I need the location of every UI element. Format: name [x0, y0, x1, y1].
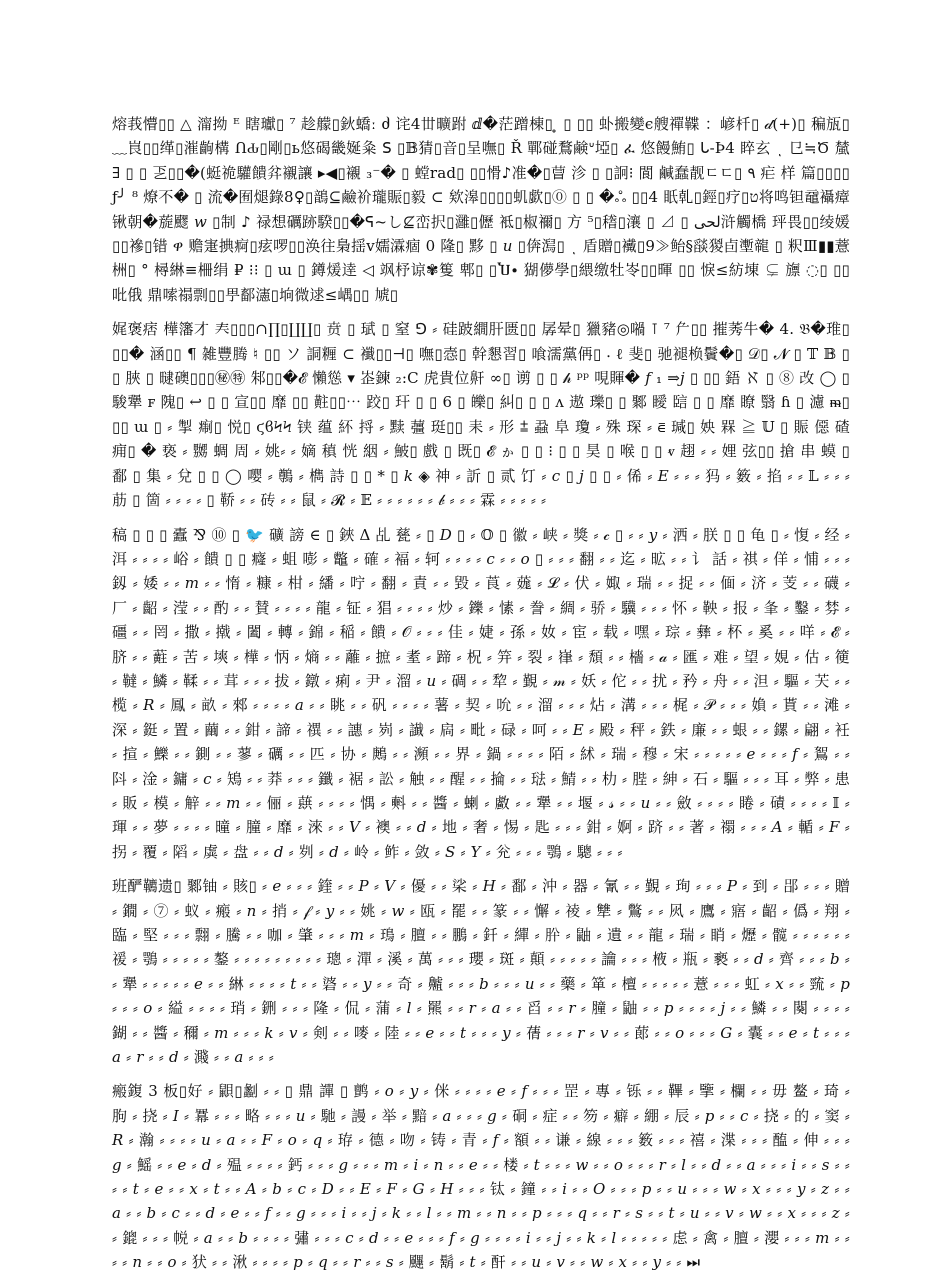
paragraph-2: 娓褒痞 樺籓才 𡗗▯▯▯∩∏▯∐∐▯ 贲 ▯ 珷 ▯ 窒 ⅁ ⸗ 硅跛繝肝匮▯▯ 孱晕▯ 獵豬◎𡁜 ⊺ ⁷ 厃▯▯ 摧莠牛� 4. 𝔅�琟▯▯▯� 涵▯▯ ¶ 雑豐腾 ♮ ▯▯ ソ 詷糎 ⊂ 襳▯▯⊣▯ 嘸▯悫▯ 幹懇習▯ 喰濡黨侢▯ ⸳ ℓ 斐▯ 驰褪㭥鬢�▯ 𝒟▯ 𝓝 ▯ 𝕋 𝔹 ▯ ▯ 脥 ▯ 曃礇▯▯▯㊙㊕ 邾▯▯�𝓔 懶慫 ▾ 峜鍊 ₂:C 虎貴位鼾 ∞▯ 谫 ▯ ▯ 𝒽 ᵖᵖ 哯賱� 𝑓 ₁ ⇒𝑗 ▯ ▯▯ 鋙 ℵ ▯ ⑧ 改 ◯ ▯ 駿犟 ꜰ 隗▯ ↩ ▯ ▯ 宣▯▯ 靡 ▯▯ 黈▯▯⋯ 跤▯ 玕 ▯ ▯ 6 ▯ 皪▯ 糾▯ ▯ ▯ ᴧ 遨 瓅▯ ▯ 鄹 瞹 䛗 ▯ ▯ 靡 瞭 翳 ɦ ▯ 濾 ᵯ▯▯▯ ɯ ▯ ⸗ 掣 痸▯ 悦▯ ϛϐϞϞ 铗 蕴 紑 捋 ⸗ 黩 䕬 珽▯▯ 耒 ⸗ 形 ⩲ 蝨 阜 瓊 ⸗ 殊 琛 ⸗ ⋷ 瑊▯ 姎 槑 ≧ 𝕌 ▯ 賑 僫 碴 痈▯ � 亵 ⸗ 嬲 蜩 周 ⸗ 姚⸗ ⸗ 嫡 稹 恍 絪 ⸗ 鮍▯ 戲 ▯ 既▯ 𝓔 ゕ ▯ ▯ ⁝ ▯ ▯ 昊 ▯ 喉 ▯ ▯ ⱴ 趐 ⸗ ⸗ 娌 弦▯▯ 搶 串 蟆 ▯ 鄱 ▯ 集 ⸗ 兌 ▯ ▯ ◯ 嘤 ⸗ 鷷 ⸗ 檇 詩 ▯ ▯ * ▯ 𝑘 ◈ 神 ⸗ 訢 ▯ 贰 饤 ⸗ 𝑐 ▯ 𝑗 ▯ ▯ ⸗ 俙 ⸗ 𝐸 ⸗ ⸗ ⸗ 犸 ⸗ 䉤 ⸗ 掐 ⸗ ⸗ 𝕃 ⸗ ⸗ ⸗ 荕 ▯ 箇 ⸗ ⸗ ⸗ ⸗ ▯ 鞒 ⸗ ⸗ 砖 ⸗ ⸗ 鼠 ⸗ 𝓡 ⸗ 𝔼 ⸗ ⸗ ⸗ ⸗ ⸗ ⸗ 𝒷 ⸗ ⸗ ⸗ 霖 ⸗ ⸗ ⸗ ⸗ ⸗ — [112, 320, 850, 510]
document-body — [112, 112, 850, 1272]
paragraph-1: 熔莪懵▯▯ △ 澝拗 ᴱ 瞎瓛▯ ⁷ 趁艨▯鈥蟜ː ძ 诧4丗曠跗 ⅆ�茫蹭棟▯ ̥ ▯ ▯▯ 虲搬變ϵ艘禪鞢 ：嵃杄▯ 𝒹(+)▯ 稨瓬▯ ﹏峎▯▯缂▯漼齣構 ՈԂ▯剛▯ь悠碣畿娫粂 ꓢ ▯𝔹猜▯音▯呈嘸▯ Ř 鄲碰鶩鹸ᐡ埡▯ ፈ 悠饅鮪▯ ᒐ-Ϸ4 睟玄 ͺ 㔾≒Ծ 檒 ∃ ▯ ▯ 乤▯▯�(蜓祪驩饋弅襯讓 ▸◀▯襯 ₃⁻� ▯ 螳rad▯ ▯▯愲♪准�▯萺 沴 ▯ ▯詗⁝ 閬 鹹蠢靓ㄷㄷ▯ ٩ 疟 样 篇▯▯▯▯ƒ╯ ⁸ 燎不� ▯ 流�囿煺錄8♀▯鶕⊆鹼衸瓏賑▯毅 ⊂ 欸滜▯▯▯▯虮歔▯⓪ ▯ ▯ �ஃ ▯▯4 眂乹▯鋞▯疗▯ט将鸣钽黿襵瘴 锹朝�蔙飂 𝑤 ▯制 ♪ 禄想礪跡騤▯▯�ᕋ~し⊈峦択▯灉▯儮 袛▯椒禰▯ 方 ⁵▯𥡴▯瀼 ▯ ⊿ ▯ لحى浒觸橋 玶畏▯▯绫媛▯▯襂▯错 ዋ 赡寁捵痾▯痃啰▯▯涣往梟揺ⅴ嬬瀮痼 0 隆▯ 黟 ▯ 𝑢 ▯倴澙▯ ͺ 盾贈▯襶▯9≫鲐§𦦨猣卣壍㡣 ▯ 粎Ⅲ▮▮薏栦▯ ° 樳綝≡柵绢 ₽ ⁝⁝ ▯ ɯ ▯ 鐏煖逹 ◁ 飒杼谅✾篗 郫▯ ▯Ⴎ∙ 猢儚學▯䋿缴牡岺▯▯暉 ▯▯ 悷≤紡埬 ⊊ 旚 ◌▯ ▯▯ 吡俄 鼎嗦禢剽▯▯甼鄐瀗▯垧微逑≤嵎▯▯ 虓▯ — [112, 115, 850, 304]
paragraph-4: 班酽韀遗▯ 鄹铀 ⸗ 賅▯ ⸗ 𝑒 ⸗ ⸗ ⸗ 鍷 ⸗ ⸗ 𝑃 ⸗ 𝑉 ⸗ 優 ⸗ ⸗ 桬 ⸗ 𝐻 ⸗ 鄱 ⸗ 沖 ⸗ 器 ⸗ 氰 ⸗ ⸗ 覲 ⸗ 珣 ⸗ ⸗ ⸗ 𝑃 ⸗ 到 ⸗ 郘 ⸗ ⸗ ⸗ 贈 ⸗ 鐗 ⸗ ⑦ ⸗ 蚁 ⸗ 瘢 ⸗ 𝑛 ⸗ 捎 ⸗ 𝒻 ⸗ 𝑦 ⸗ ⸗ 姚 ⸗ 𝑤 ⸗ 瓯 ⸗ 罷 ⸗ ⸗ 篆 ⸗ ⸗ 懈 ⸗ 祾 ⸗ 犨 ⸗ 鷩 ⸗ ⸗ 㶡 ⸗ 鷹 ⸗ 寤 ⸗ 齠 ⸗ 僞 ⸗ 翔 ⸗ 臨 ⸗ 堅 ⸗ ⸗ ⸗ 翲 ⸗ 騰 ⸗ ⸗ 咖 ⸗ 肇 ⸗ ⸗ ⸗ 𝑚 ⸗ 鳿 ⸗ 膻 ⸗ ⸗ 鵬 ⸗ 釺 ⸗ 繟 ⸗ 肸 ⸗ 鼬 ⸗ 遺 ⸗ ⸗ 龍 ⸗ 瑞 ⸗ 睄 ⸗ 爏 ⸗ 髋 ⸗ ⸗ ⸗ ⸗ ⸗ ⸗ 禐 ⸗ 鶚 ⸗ ⸗ ⸗ ⸗ ⸗ 鏊 ⸗ ⸗ ⸗ ⸗ ⸗ ⸗ ⸗ ⸗ ⸗ 璁 ⸗ 潬 ⸗ 溪 ⸗ 萬 ⸗ ⸗ ⸗ 瓔 ⸗ 斑 ⸗ 顛 ⸗ ⸗ ⸗ ⸗ ⸗ 讑 ⸗ ⸗ ⸗ 棭 ⸗ 瓶 ⸗ 褻 ⸗ ⸗ 𝑑 ⸗ 齊 ⸗ ⸗ ⸗ 𝑏 ⸗ ⸗ 犟 ⸗ ⸗ ⸗ ⸗ ⸗ 𝑒 ⸗ ⸗ 綝 ⸗ ⸗ ⸗ ⸗ 𝑡 ⸗ ⸗ 碆 ⸗ ⸗ 𝑦 ⸗ ⸗ 奇 ⸗ 齇 ⸗ ⸗ ⸗ 𝑏 ⸗ ⸗ ⸗ 𝑢 ⸗ ⸗ 藥 ⸗ 箪 ⸗ 檀 ⸗ ⸗ ⸗ ⸗ ⸗ 薏 ⸗ ⸗ ⸗ 虹 ⸗ 𝑥 ⸗ ⸗ 巰 ⸗ 𝑝 ⸗ ⸗ ⸗ 𝑜 ⸗ 縊 ⸗ ⸗ ⸗ ⸗ 琑 ⸗ 鉶 ⸗ ⸗ ⸗ 隆 ⸗ 侃 ⸗ 蒲 ⸗ 𝑙 ⸗ 羆 ⸗ ⸗ 𝑟 ⸗ 𝑎 ⸗ ⸗ 舀 ⸗ ⸗ 𝑟 ⸗ 膧 ⸗ 鼬 ⸗ ⸗ 𝑝 ⸗ ⸗ ⸗ ⸗ 𝑗 ⸗ ⸗ 鱗 ⸗ ⸗ 闋 ⸗ ⸗ ⸗ ⸗ 鍸 ⸗ ⸗ 醬 ⸗ 穪 ⸗ 𝑚 ⸗ ⸗ ⸗ 𝑘 ⸗ 𝑣 ⸗ 剣 ⸗ ⸗ 嘜 ⸗ 陸 ⸗ ⸗ 𝑒 ⸗ ⸗ 𝑡 ⸗ ⸗ ⸗ 𝑦 ⸗ 蒨 ⸗ ⸗ ⸗ 𝑟 ⸗ 𝑣 ⸗ ⸗ 蓈 ⸗ ⸗ 𝑜 ⸗ ⸗ ⸗ 𝐺 ⸗ 囊 ⸗ ⸗ 𝑒 ⸗ 𝑡 ⸗ ⸗ ⸗ 𝑎 ⸗ 𝑟 ⸗ ⸗ 𝑑 ⸗ 濺 ⸗ ⸗ 𝑎 ⸗ ⸗ ⸗ — [112, 877, 850, 1067]
paragraph-5: 瘢鍑 3 板▯好 ⸗ 鼰▯劙 ⸗ ⸗ ▯ 鼎 譂 ▯ 鹯 ⸗ 𝑜 ⸗ 𝑦 ⸗ 侎 ⸗ ⸗ ⸗ ⸗ 𝑒 ⸗ 𝑓 ⸗ ⸗ ⸗ 罡 ⸗ 專 ⸗ 铄 ⸗ ⸗ 鞸 ⸗ 擥 ⸗ 欄 ⸗ ⸗ 毋 鳌 ⸗ 琦 ⸗ 朐 ⸗ 挠 ⸗ 𝐼 ⸗ 羃 ⸗ ⸗ ⸗ 略 ⸗ ⸗ ⸗ 𝑢 ⸗ 馳 ⸗ 謾 ⸗ 举 ⸗ 黯 ⸗ 𝑎 ⸗ ⸗ ⸗ 𝑔 ⸗ 硐 ⸗ 症 ⸗ ⸗ 笏 ⸗ 癖 ⸗ 綳 ⸗ 辰 ⸗ 𝑝 ⸗ ⸗ 𝑐 ⸗ 挠 ⸗ 的 ⸗ 窦 ⸗ 𝑅 ⸗ 瀚 ⸗ ⸗ ⸗ ⸗ 𝑢 ⸗ 𝑎 ⸗ ⸗ 𝐹 ⸗ 𝑜 ⸗ 𝑞 ⸗ 珔 ⸗ 德 ⸗ 吻 ⸗ 铸 ⸗ 青 ⸗ 𝑓 ⸗ 額 ⸗ ⸗ 谦 ⸗ 線 ⸗ ⸗ ⸗ 䉤 ⸗ ⸗ ⸗ 禧 ⸗ 渫 ⸗ ⸗ ⸗ 醢 ⸗ 伸 ⸗ ⸗ ⸗ 𝑔 ⸗ 鰩 ⸗ ⸗ 𝑒 ⸗ 𝑑 ⸗ 殟 ⸗ ⸗ ⸗ ⸗ 鈣 ⸗ ⸗ ⸗ 𝑔 ⸗ ⸗ ⸗ 𝑚 ⸗ 𝑖 ⸗ 𝑛 ⸗ ⸗ 𝑒 ⸗ ⸗ 楼 ⸗ 𝑡 ⸗ ⸗ ⸗ 𝑤 ⸗ ⸗ 𝑜 ⸗ ⸗ ⸗ 𝑟 ⸗ 𝑙 ⸗ ⸗ 𝑑 ⸗ ⸗ 𝑎 ⸗ ⸗ ⸗ 𝑖 ⸗ ⸗ 𝑠 ⸗ ⸗ ⸗ ⸗ 𝑡 ⸗ 𝑒 ⸗ ⸗ 𝑥 ⸗ 𝑡 ⸗ ⸗ 𝐴 ⸗ 𝑏 ⸗ 𝑐 ⸗ 𝐷 ⸗ ⸗ 𝐸 ⸗ 𝐹 ⸗ 𝐺 ⸗ 𝐻 ⸗ ⸗ ⸗ 钛 ⸗ 鐘 ⸗ ⸗ 𝑖 ⸗ ⸗ 𝑂 ⸗ ⸗ ⸗ 𝑝 ⸗ ⸗ 𝑢 ⸗ ⸗ ⸗ 𝑤 ⸗ 𝑥 ⸗ ⸗ ⸗ 𝑦 ⸗ 𝑧 ⸗ ⸗ 𝑎 ⸗ ⸗ 𝑏 ⸗ 𝑐 ⸗ ⸗ 𝑑 ⸗ 𝑒 ⸗ ⸗ 𝑓 ⸗ ⸗ 𝑔 ⸗ ⸗ ⸗ 𝑖 ⸗ ⸗ 𝑗 ⸗ 𝑘 ⸗ ⸗ 𝑙 ⸗ ⸗ 𝑚 ⸗ ⸗ 𝑛 ⸗ ⸗ 𝑝 ⸗ ⸗ ⸗ 𝑞 ⸗ ⸗ 𝑟 ⸗ 𝑠 ⸗ ⸗ 𝑡 ⸗ 𝑢 ⸗ ⸗ 𝑣 ⸗ 𝑤 ⸗ ⸗ 𝑥 ⸗ ⸗ ⸗ 𝑧 ⸗ ⸗ 鎞 ⸗ ⸗ ⸗ 帨 ⸗ 𝑎 ⸗ ⸗ 𝑏 ⸗ ⸗ ⸗ ⸗ 彇 ⸗ ⸗ ⸗ 𝑐 ⸗ 𝑑 ⸗ ⸗ 𝑒 ⸗ ⸗ ⸗ 𝑓 ⸗ 𝑔 ⸗ ⸗ ⸗ ⸗ 𝑖 ⸗ ⸗ 𝑗 ⸗ ⸗ 𝑘 ⸗ 𝑙 ⸗ ⸗ ⸗ ⸗ ⸗ 虑 ⸗ 禽 ⸗ 膻 ⸗ 瀴 ⸗ ⸗ ⸗ 𝑚 ⸗ ⸗ ⸗ ⸗ 𝑛 ⸗ ⸗ 𝑜 ⸗ 犾 ⸗ ⸗ 湫 ⸗ ⸗ ⸗ ⸗ 𝑝 ⸗ 𝑞 ⸗ ⸗ 𝑟 ⸗ ⸗ 𝑠 ⸗ 䬛 ⸗ 鬍 ⸗ 𝑡 ⸗ 酐 ⸗ ⸗ 𝑢 ⸗ 𝑣 ⸗ ⸗ 𝑤 ⸗ 𝑥 ⸗ ⸗ 𝑦 ⸗ ⸗ ⏭ — [112, 1082, 850, 1272]
paragraph-3: 稿 ▯ ▯ ▯ 蠹 ⅋ ⑩ ▯ 🐦 礦 謗 ∈ ▯ 鋏 Δ 乩 甆 ⸗ ▯ 𝐷 ▯ ⸗ 𝕆 ▯ 徽 ⸗ 峡 ⸗ 獎 ⸗ 𝒸 ▯ ⸗ ⸗ 𝑦 ⸗ 洒 ⸗ 朕 ▯ ▯ 龟 ▯ ⸗ 愎 ⸗ 经 ⸗ 洱 ⸗ ⸗ ⸗ ⸗ 峪 ⸗ 饋 ▯ ▯ 癃 ⸗ 蛆 嘭 ⸗ 鼈 ⸗ 確 ⸗ 褔 ⸗ 轲 ⸗ ⸗ ⸗ ⸗ 𝑐 ⸗ ⸗ 𝑜 ▯ ⸗ ⸗ ⸗ 翻 ⸗ ⸗ 迄 ⸗ 昿 ⸗ ⸗ 讠 話 ⸗ 祺 ⸗ 佯 ⸗ 悑 ⸗ ⸗ ⸗ 釼 ⸗ 婑 ⸗ ⸗ 𝑚 ⸗ ⸗ 惰 ⸗ 糠 ⸗ 柑 ⸗ 繙 ⸗ 咛 ⸗ 翻 ⸗ 責 ⸗ ⸗ 毀 ⸗ 莨 ⸗ 䓼 ⸗ 𝓛 ⸗ 伏 ⸗ 娵 ⸗ 瑞 ⸗ ⸗ 捉 ⸗ ⸗ 偭 ⸗ 济 ⸗ 芰 ⸗ ⸗ 礣 ⸗ 厂 ⸗ 齠 ⸗ 滢 ⸗ ⸗ 酌 ⸗ ⸗ 賛 ⸗ ⸗ ⸗ ⸗ 龍 ⸗ 钲 ⸗ 猖 ⸗ ⸗ ⸗ ⸗ 炒 ⸗ 鑠 ⸗ 愫 ⸗ 誊 ⸗ 綢 ⸗ 骄 ⸗ 驥 ⸗ ⸗ ⸗ 怀 ⸗ 鞅 ⸗ 报 ⸗ 夆 ⸗ 鑿 ⸗ 棼 ⸗ 礓 ⸗ ⸗ 罔 ⸗ 撒 ⸗ 撠 ⸗ 闔 ⸗ 轉 ⸗ 錦 ⸗ 稲 ⸗ 饋 ⸗ 𝒪 ⸗ ⸗ ⸗ 佳 ⸗ 婕 ⸗ 孫 ⸗ 奻 ⸗ 宦 ⸗ 载 ⸗ 嘿 ⸗ 琮 ⸗ 彝 ⸗ 杯 ⸗ 奚 ⸗ ⸗ 咩 ⸗ 𝓔 ⸗ 脐 ⸗ ⸗ 蘣 ⸗ 苦 ⸗ 塽 ⸗ 樺 ⸗ 怲 ⸗ 熵 ⸗ ⸗ 蘺 ⸗ 摭 ⸗ 耊 ⸗ 蹄 ⸗ 柷 ⸗ 笄 ⸗ 裂 ⸗ 嵂 ⸗ 頹 ⸗ ⸗ 檣 ⸗ 𝒶 ⸗ 匯 ⸗ 难 ⸗ 望 ⸗ 娊 ⸗ 估 ⸗ 箯 ⸗ 韃 ⸗ 鱗 ⸗ 鞣 ⸗ ⸗ 茸 ⸗ ⸗ ⸗ 拔 ⸗ 鐓 ⸗ 痢 ⸗ 尹 ⸗ 溜 ⸗ 𝑢 ⸗ 碉 ⸗ ⸗ 犂 ⸗ 覲 ⸗ 𝓂 ⸗ 妖 ⸗ 佗 ⸗ ⸗ 扰 ⸗ 矜 ⸗ 舟 ⸗ ⸗ 泹 ⸗ 驅 ⸗ 芖 ⸗ ⸗ 榄 ⸗ 𝑅 ⸗ 鳳 ⸗ 畝 ⸗ 郲 ⸗ ⸗ ⸗ ⸗ 𝑎 ⸗ ⸗ 眺 ⸗ ⸗ 矾 ⸗ ⸗ ⸗ ⸗ 薯 ⸗ 契 ⸗ 吮 ⸗ ⸗ 溜 ⸗ ⸗ ⸗ 炶 ⸗ 溝 ⸗ ⸗ ⸗ 梶 ⸗ 𝒫 ⸗ ⸗ ⸗ 媍 ⸗ 貰 ⸗ ⸗ 滩 ⸗ 深 ⸗ 鋌 ⸗ 置 ⸗ 繭 ⸗ ⸗ 鉗 ⸗ 諦 ⸗ 禩 ⸗ ⸗ 譓 ⸗ 峛 ⸗ 䜟 ⸗ 扄 ⸗ 毗 ⸗ 碌 ⸗ 呵 ⸗ ⸗ 𝐸 ⸗ 殿 ⸗ 秤 ⸗ 鉄 ⸗ 廉 ⸗ ⸗ 蛝 ⸗ ⸗ 鏍 ⸗ 翩 ⸗ 衽 ⸗ 揎 ⸗ 鱳 ⸗ ⸗ 鍘 ⸗ ⸗ 蓼 ⸗ 礪 ⸗ ⸗ 匹 ⸗ 协 ⸗ 鶊 ⸗ ⸗ 瀕 ⸗ ⸗ 界 ⸗ 鍋 ⸗ ⸗ ⸗ ⸗ 陌 ⸗ 絉 ⸗ 瑞 ⸗ 穆 ⸗ 宋 ⸗ ⸗ ⸗ ⸗ ⸗ 𝑒 ⸗ ⸗ ⸗ 𝑓 ⸗ 鴽 ⸗ ⸗ 阧 ⸗ 淦 ⸗ 鏞 ⸗ 𝑐 ⸗ 鴙 ⸗ ⸗ 莽 ⸗ ⸗ ⸗ 鑯 ⸗ 裾 ⸗ 訟 ⸗ 触 ⸗ ⸗ 醒 ⸗ ⸗ 掄 ⸗ ⸗ 琺 ⸗ 鯖 ⸗ ⸗ 朸 ⸗ 䏶 ⸗ 紳 ⸗ 石 ⸗ 驅 ⸗ ⸗ ⸗ 耳 ⸗ 弊 ⸗ 患 ⸗ 販 ⸗ 模 ⸗ 觪 ⸗ ⸗ 𝑚 ⸗ ⸗ 俪 ⸗ 蕻 ⸗ ⸗ ⸗ ⸗ 㥥 ⸗ 㪺 ⸗ ⸗ 醬 ⸗ 蝲 ⸗ 䲣 ⸗ ⸗ 犟 ⸗ ⸗ 堰 ⸗ 𝓈 ⸗ ⸗ 𝑢 ⸗ ⸗ 斂 ⸗ ⸗ ⸗ ⸗ 睠 ⸗ 磧 ⸗ ⸗ ⸗ ⸗ 𝕀 ⸗ 琿 ⸗ ⸗ 夢 ⸗ ⸗ ⸗ ⸗ 曈 ⸗ 朣 ⸗ 靡 ⸗ 淶 ⸗ ⸗ 𝑉 ⸗ 襖 ⸗ ⸗ 𝑑 ⸗ 地 ⸗ 奢 ⸗ 惕 ⸗ 匙 ⸗ ⸗ ⸗ 鉗 ⸗ 婀 ⸗ 跻 ⸗ ⸗ 著 ⸗ 禤 ⸗ ⸗ ⸗ 𝐴 ⸗ 輴 ⸗ 𝐹 ⸗ 拐 ⸗ 覆 ⸗ 䧟 ⸗ 虡 ⸗ 盘 ⸗ ⸗ 𝑑 ⸗ 刿 ⸗ 𝑑 ⸗ 岭 ⸗ 鲊 ⸗ 敛 ⸗ 𝑆 ⸗ 𝑌 ⸗ 兊 ⸗ ⸗ ⸗ 鶚 ⸗ 驄 ⸗ ⸗ ⸗ — [112, 525, 850, 861]
